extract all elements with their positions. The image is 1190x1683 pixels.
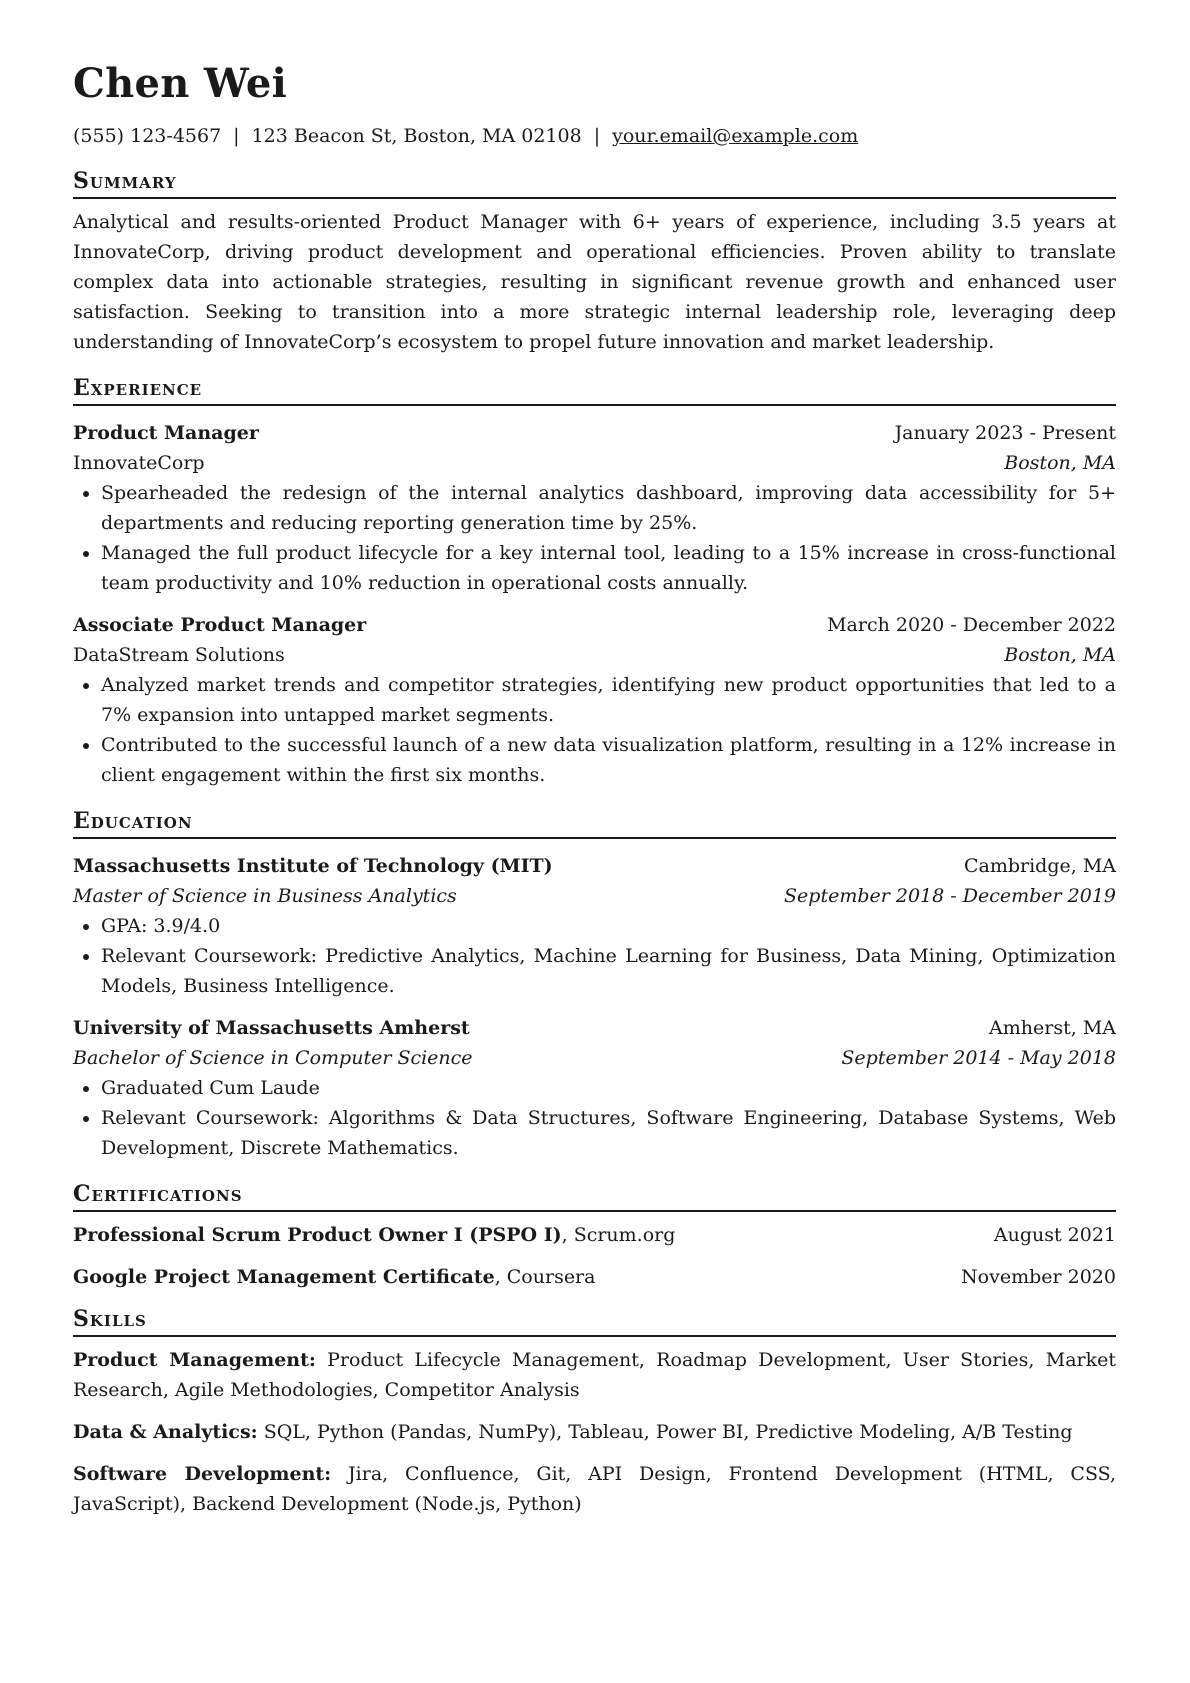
skill-category: Product Management: xyxy=(73,1349,316,1371)
skill-list: SQL, Python (Pandas, NumPy), Tableau, Power BI, Predictive Modeling, A/B Testing xyxy=(257,1421,1073,1443)
job-role: Product Manager xyxy=(73,422,259,444)
contact-separator: | xyxy=(233,125,240,147)
job-dates: March 2020 - December 2022 xyxy=(827,614,1116,636)
skill-list: Jira, Confluence, Git, API Design, Frontend Development (HTML, CSS, JavaScript), Backend Development (Node.js, Python) xyxy=(73,1463,1117,1515)
job-role: Associate Product Manager xyxy=(73,614,367,636)
certification-issuer: , Coursera xyxy=(494,1266,596,1288)
education-bullets xyxy=(73,1073,1116,1163)
certification-date: November 2020 xyxy=(961,1266,1116,1288)
job-bullets xyxy=(73,670,1116,790)
job-dates: January 2023 - Present xyxy=(894,422,1116,444)
list-item: • Contributed to the successful launch of a new data visualization platform, resulting in a 12% increase in client engagement within the first six months. xyxy=(101,730,1116,790)
section-title-certifications: Certifications xyxy=(73,1179,1116,1212)
education-entry xyxy=(73,1013,1116,1163)
section-title-summary: Summary xyxy=(73,166,1116,199)
email-link[interactable]: your.email@example.com xyxy=(612,125,859,147)
certification-issuer: , Scrum.org xyxy=(561,1224,676,1246)
section-title-education: Education xyxy=(73,806,1116,839)
skill-group xyxy=(73,1417,1116,1447)
job-location: Boston, MA xyxy=(1004,644,1116,666)
list-item: • GPA: 3.9/4.0 xyxy=(101,911,1116,941)
candidate-name: Chen Wei xyxy=(73,60,288,107)
address: 123 Beacon St, Boston, MA 02108 xyxy=(251,125,582,147)
skill-group xyxy=(73,1345,1116,1405)
skill-category: Software Development: xyxy=(73,1463,332,1485)
job-company: DataStream Solutions xyxy=(73,644,285,666)
list-item: • Graduated Cum Laude xyxy=(101,1073,1116,1103)
experience-section xyxy=(73,373,1116,790)
certifications-section xyxy=(73,1179,1116,1292)
job-company: InnovateCorp xyxy=(73,452,205,474)
education-dates: September 2018 - December 2019 xyxy=(784,885,1116,907)
summary-text: Analytical and results-oriented Product Manager with 6+ years of experience, including 3.5 years at InnovateCorp, driving product development and operational efficiencies. Proven ability to translate complex data into actionable strategies, resulting in significant revenue growth and enhanced user satisfaction. Seeking to transition into a more strategic internal leadership role, leveraging deep understanding of InnovateCorp’s ecosystem to propel future innovation and market leadership. xyxy=(73,211,1116,353)
school-location: Amherst, MA xyxy=(989,1017,1116,1039)
phone-number: (555) 123-4567 xyxy=(73,125,222,147)
skills-section xyxy=(73,1304,1116,1519)
certification-name: Google Project Management Certificate xyxy=(73,1266,495,1288)
education-section xyxy=(73,806,1116,1163)
list-item: • Relevant Coursework: Predictive Analytics, Machine Learning for Business, Data Mining, Optimization Models, Business Intelligence. xyxy=(101,941,1116,1001)
certification-date: August 2021 xyxy=(993,1224,1116,1246)
skill-list: Product Lifecycle Management, Roadmap Development, User Stories, Market Research, Agile Methodologies, Competitor Analysis xyxy=(73,1349,1116,1401)
list-item: • Relevant Coursework: Algorithms & Data Structures, Software Engineering, Database Systems, Web Development, Discrete Mathematics. xyxy=(101,1103,1116,1163)
skill-group xyxy=(73,1459,1116,1519)
job-bullets xyxy=(73,478,1116,598)
degree: Master of Science in Business Analytics xyxy=(73,885,457,907)
list-item: • Analyzed market trends and competitor strategies, identifying new product opportunities that led to a 7% expansion into untapped market segments. xyxy=(101,670,1116,730)
section-title-skills: Skills xyxy=(73,1304,1116,1337)
school-name: University of Massachusetts Amherst xyxy=(73,1017,470,1039)
school-location: Cambridge, MA xyxy=(963,855,1116,877)
certification-item xyxy=(73,1262,1116,1292)
job-entry xyxy=(73,418,1116,598)
school-name: Massachusetts Institute of Technology (MIT) xyxy=(73,855,553,877)
section-title-experience: Experience xyxy=(73,373,1116,406)
certification-item xyxy=(73,1220,1116,1250)
list-item: • Managed the full product lifecycle for a key internal tool, leading to a 15% increase in cross-functional team productivity and 10% reduction in operational costs annually. xyxy=(101,538,1116,598)
contact-separator: | xyxy=(593,125,601,147)
certification-name: Professional Scrum Product Owner I (PSPO I) xyxy=(73,1224,562,1246)
skill-category: Data & Analytics: xyxy=(73,1421,258,1443)
degree: Bachelor of Science in Computer Science xyxy=(73,1047,473,1069)
education-entry xyxy=(73,851,1116,1001)
education-bullets xyxy=(73,911,1116,1001)
education-dates: September 2014 - May 2018 xyxy=(841,1047,1116,1069)
job-location: Boston, MA xyxy=(1004,452,1116,474)
summary-section xyxy=(73,166,1116,357)
job-entry xyxy=(73,610,1116,790)
contact-line xyxy=(73,122,1116,150)
list-item: • Spearheaded the redesign of the internal analytics dashboard, improving data accessibility for 5+ departments and reducing reporting generation time by 25%. xyxy=(101,478,1116,538)
